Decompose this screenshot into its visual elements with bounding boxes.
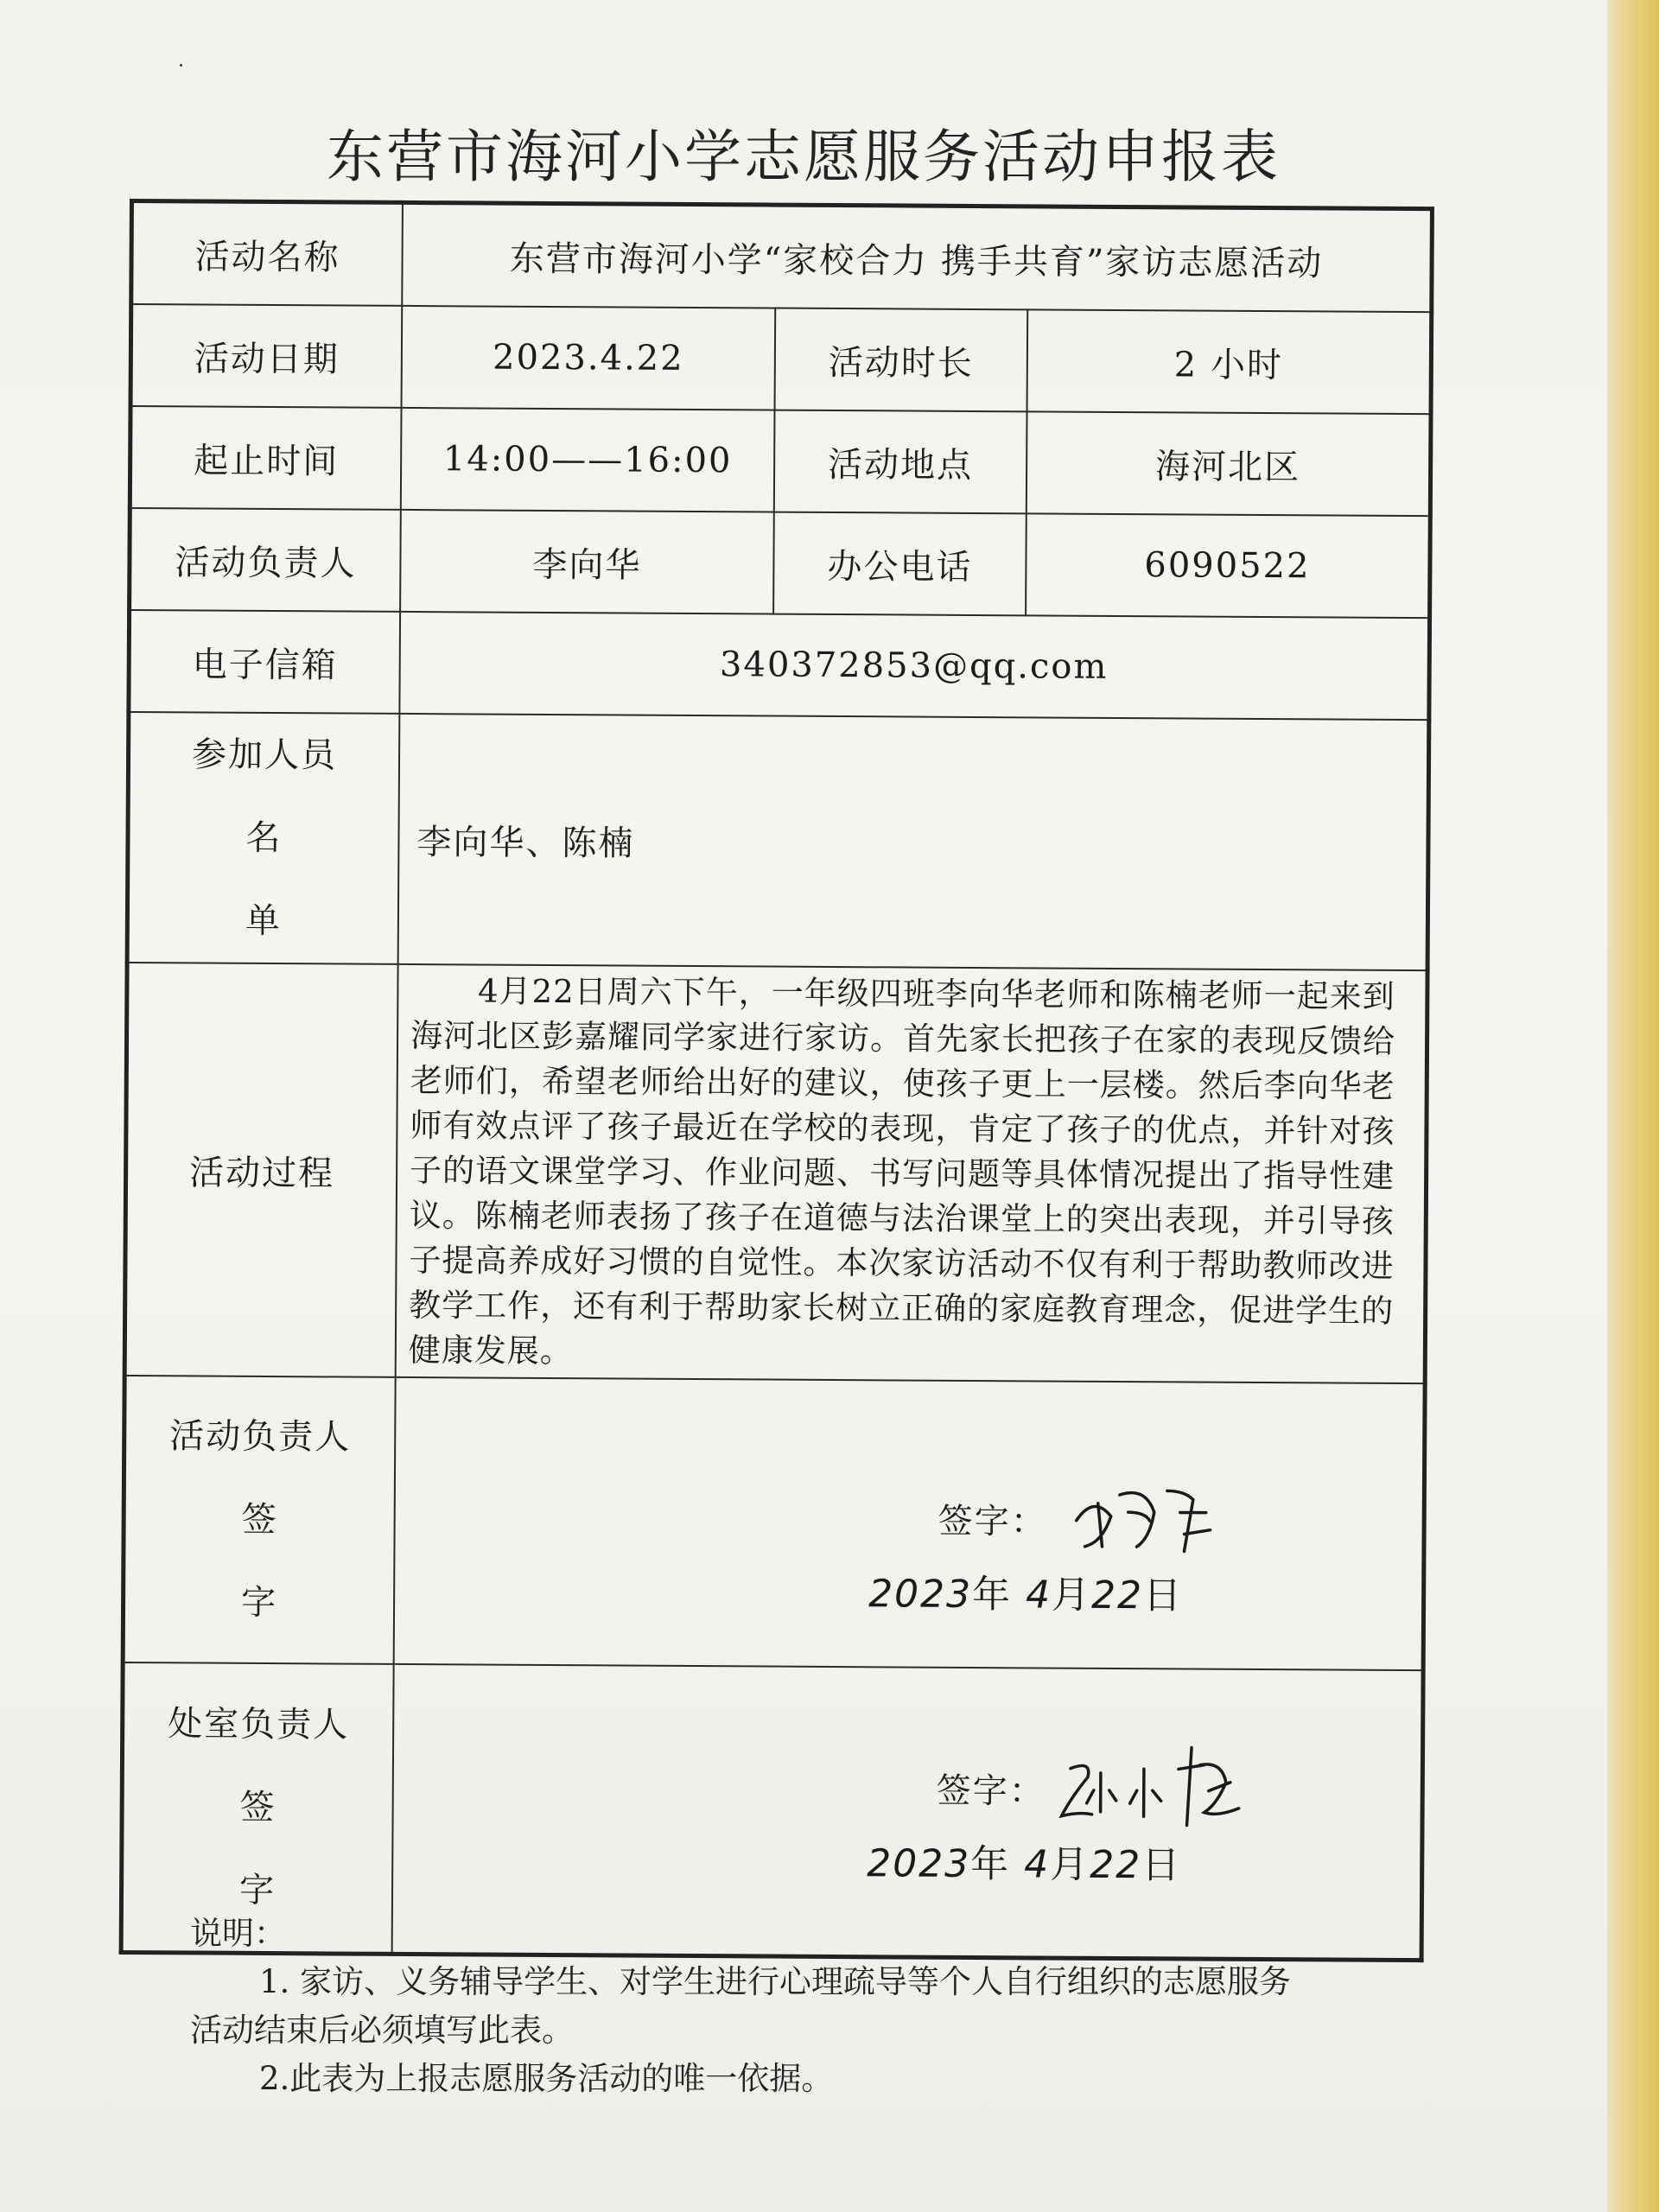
date-label: 活动日期 xyxy=(130,304,402,408)
leader-sign-day-unit: 日 xyxy=(1142,1573,1184,1618)
sign-char-1: 签 xyxy=(241,1499,278,1541)
office-sign-char-1: 签 xyxy=(239,1787,276,1828)
time-value: 14:00——16:00 xyxy=(401,408,775,512)
phone-label: 办公电话 xyxy=(773,512,1027,616)
phone-value: 6090522 xyxy=(1026,513,1430,618)
office-sign-month: 4 xyxy=(1024,1842,1051,1887)
leader-sign-year-unit: 年 xyxy=(971,1572,1013,1618)
office-sign-date xyxy=(867,1832,1181,1889)
duration-value: 2 小时 xyxy=(1027,309,1432,414)
row-time xyxy=(130,406,1431,516)
office-sign-day-unit: 日 xyxy=(1141,1843,1182,1888)
page-title: 东营市海河小学志愿服务活动申报表 xyxy=(327,124,1281,190)
leader-sign-label-line1: 活动负责人 xyxy=(169,1416,352,1458)
leader-sign-label-line2 xyxy=(160,1478,359,1644)
time-label: 起止时间 xyxy=(130,406,401,510)
notes-item-2: 2.此表为上报志愿服务活动的唯一依据。 xyxy=(259,2060,834,2097)
office-sign-month-unit: 月 xyxy=(1050,1842,1090,1887)
office-sign-char-2: 字 xyxy=(238,1870,276,1911)
participants-label-char-1: 名 xyxy=(245,817,283,859)
sign-char-2: 字 xyxy=(240,1582,278,1624)
activity-name-value: 东营市海河小学“家校合力 携手共育”家访志愿活动 xyxy=(402,202,1432,312)
leader-signature-area xyxy=(394,1377,1426,1670)
leader-sign-label xyxy=(123,1376,396,1664)
process-text: 4月22日周六下午，一年级四班李向华老师和陈楠老师一起来到海河北区彭嘉耀同学家进行家访。首先家长把孩子在家的表现反馈给老师们，希望老师给出好的建议，使孩子更上一层楼。然后李向华老师有效点评了孩子最近在学校的表现，肯定了孩子的优点，并针对孩子的语文课堂学习、作业问题、书写问题等具体情况提出了指导性建议。陈楠老师表扬了孩子在道德与法治课堂上的突出表现，并引导孩子提高养成好习惯的自觉性。本次家访活动不仅有利于帮助教师改进教学工作，还有利于帮助家长树立正确的家庭教育理念，促进学生的健康发展。 xyxy=(396,964,1427,1383)
leader-value: 李向华 xyxy=(400,510,774,614)
participants-label-line2 xyxy=(177,796,351,963)
date-value: 2023.4.22 xyxy=(402,306,776,410)
row-participants xyxy=(127,712,1429,970)
row-leader xyxy=(130,508,1431,618)
office-sign-year: 2023 xyxy=(867,1841,971,1886)
office-sign-label-line2 xyxy=(158,1765,358,1932)
row-activity-name xyxy=(131,201,1433,313)
leader-sign-year: 2023 xyxy=(868,1572,973,1617)
row-leader-sign xyxy=(123,1376,1425,1670)
leader-sign-month: 4 xyxy=(1025,1573,1052,1618)
office-sign-year-unit: 年 xyxy=(970,1841,1011,1887)
office-sign-prefix: 签字： xyxy=(936,1770,1046,1812)
activity-name-label: 活动名称 xyxy=(131,201,403,306)
office-sign-day: 22 xyxy=(1090,1842,1142,1888)
notes-heading: 说明： xyxy=(190,1915,286,1952)
application-form-table xyxy=(119,199,1434,1962)
leader-sign-date xyxy=(868,1562,1183,1619)
participants-value: 李向华、陈楠 xyxy=(398,714,1429,970)
notes-item-1-line-2: 活动结束后必须填写此表。 xyxy=(190,2012,574,2049)
notes-section xyxy=(190,1910,1486,2103)
row-process xyxy=(124,963,1427,1383)
office-sign-label-line1: 处室负责人 xyxy=(168,1704,350,1745)
participants-label-line1: 参加人员 xyxy=(191,734,338,776)
location-value: 海河北区 xyxy=(1027,411,1431,516)
process-label: 活动过程 xyxy=(124,963,397,1377)
duration-label: 活动时长 xyxy=(775,308,1028,412)
row-email xyxy=(129,610,1430,720)
leader-signature-block xyxy=(868,1459,1319,1634)
notes-item-1-line-1: 1. 家访、义务辅导学生、对学生进行心理疏导等个人自行组织的志愿服务 xyxy=(259,1963,1292,2000)
email-value: 340372853@qq.com xyxy=(399,612,1429,720)
leader-sign-day: 22 xyxy=(1090,1573,1144,1618)
participants-label-char-2: 单 xyxy=(245,900,283,942)
leader-label: 活动负责人 xyxy=(130,508,401,612)
office-signature-block xyxy=(867,1728,1317,1904)
leader-sign-month-unit: 月 xyxy=(1051,1573,1092,1618)
participants-label xyxy=(127,712,399,964)
location-label: 活动地点 xyxy=(774,410,1027,514)
speck xyxy=(180,64,182,67)
leader-sign-prefix: 签字： xyxy=(938,1501,1047,1542)
email-label: 电子信箱 xyxy=(129,610,400,714)
row-date xyxy=(130,304,1432,414)
